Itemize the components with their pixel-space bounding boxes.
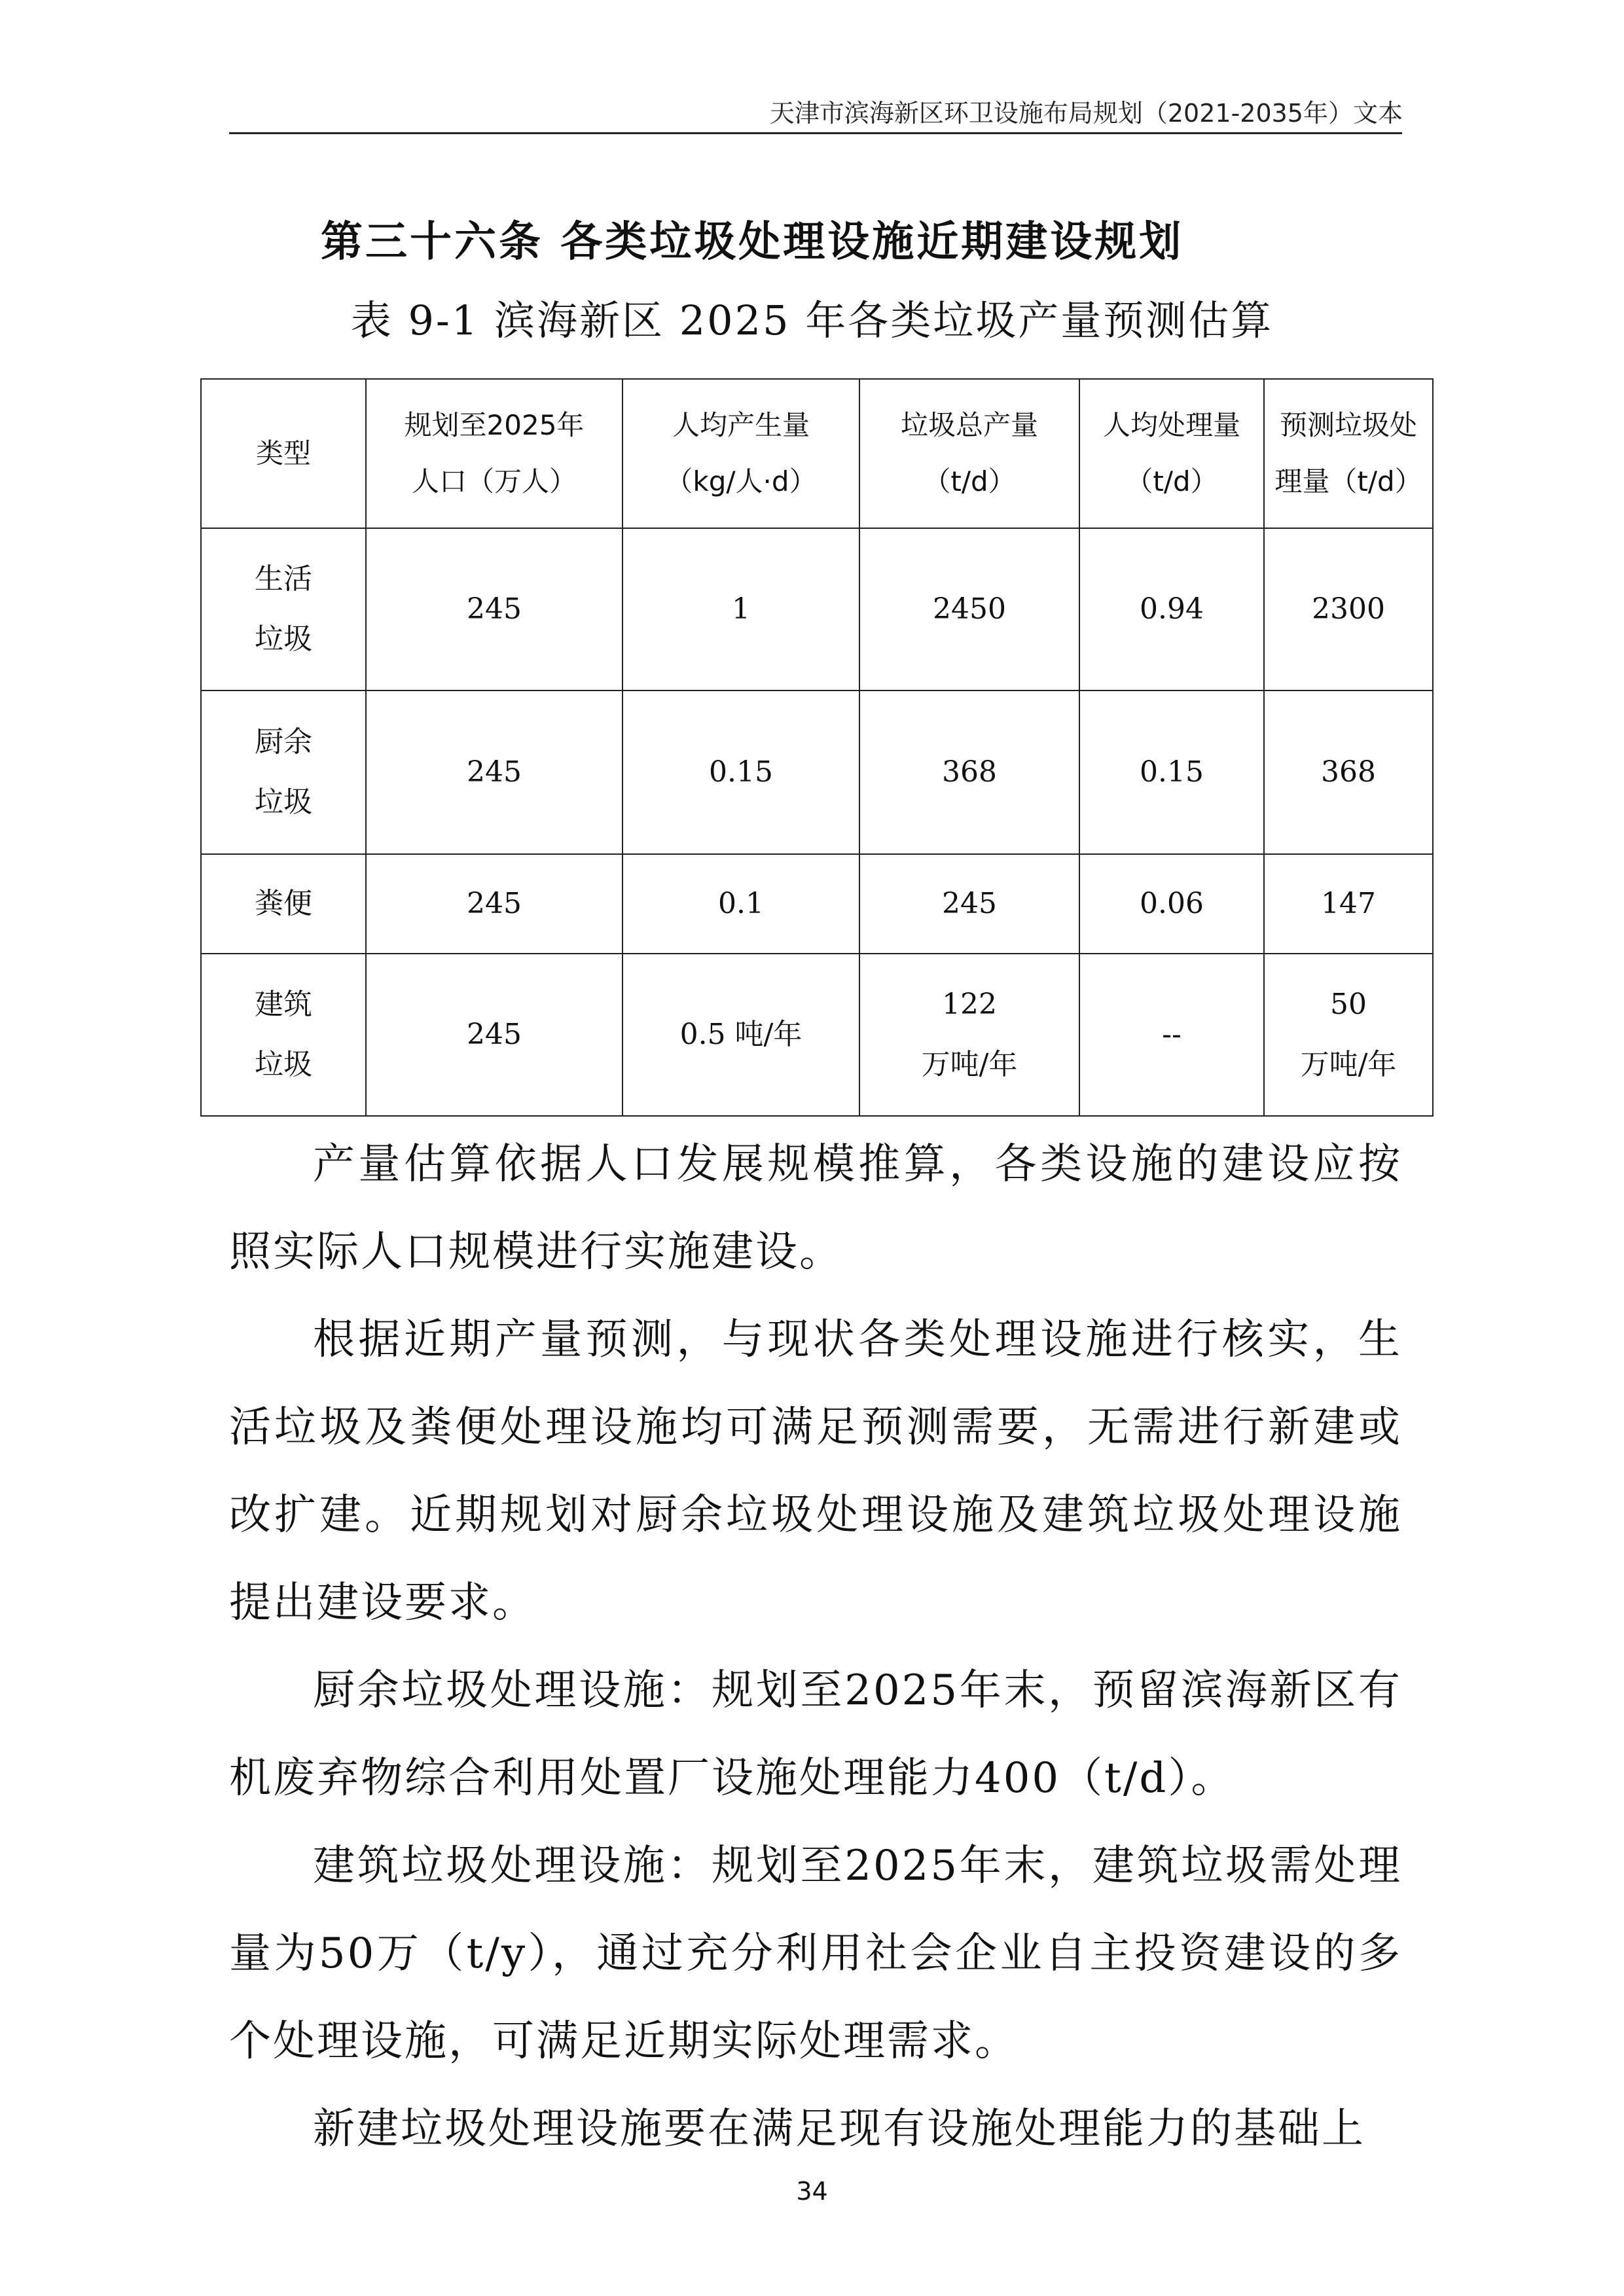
cell-forecast: 368 — [1264, 691, 1433, 854]
header-per-capita-treated: 人均处理量 （t/d） — [1079, 379, 1264, 528]
cell-per-capita: 0.5 吨/年 — [623, 954, 859, 1116]
cell-population: 245 — [366, 691, 623, 854]
cell-population: 245 — [366, 528, 623, 691]
cell-forecast: 2300 — [1264, 528, 1433, 691]
cell-total: 245 — [859, 854, 1079, 954]
article-title: 第三十六条 各类垃圾处理设施近期建设规划 — [321, 217, 1184, 266]
header-per-capita: 人均产生量 （kg/人·d） — [623, 379, 859, 528]
cell-per-capita-treated: 0.94 — [1079, 528, 1264, 691]
cell-total: 2450 — [859, 528, 1079, 691]
cell-population: 245 — [366, 954, 623, 1116]
table-caption: 表 9-1 滨海新区 2025 年各类垃圾产量预测估算 — [350, 296, 1274, 344]
cell-per-capita-treated: 0.06 — [1079, 854, 1264, 954]
paragraph: 厨余垃圾处理设施：规划至2025年末，预留滨海新区有机废弃物综合利用处置厂设施处理能力400（t/d）。 — [229, 1666, 1402, 1803]
table-row — [201, 954, 1433, 1116]
table-row — [201, 854, 1433, 954]
cell-per-capita: 1 — [623, 528, 859, 691]
table-row — [201, 691, 1433, 854]
garbage-forecast-table — [200, 378, 1434, 1117]
cell-total: 122 万吨/年 — [859, 954, 1079, 1116]
cell-forecast: 147 — [1264, 854, 1433, 954]
cell-type: 厨余 垃圾 — [201, 691, 366, 854]
document-header: 天津市滨海新区环卫设施布局规划（2021-2035年）文本 — [769, 99, 1403, 128]
cell-per-capita: 0.15 — [623, 691, 859, 854]
cell-forecast: 50 万吨/年 — [1264, 954, 1433, 1116]
cell-type: 粪便 — [201, 854, 366, 954]
cell-per-capita: 0.1 — [623, 854, 859, 954]
cell-population: 245 — [366, 854, 623, 954]
table-header-row — [201, 379, 1433, 528]
cell-type: 建筑 垃圾 — [201, 954, 366, 1116]
header-divider — [229, 132, 1402, 134]
cell-total: 368 — [859, 691, 1079, 854]
cell-per-capita-treated: 0.15 — [1079, 691, 1264, 854]
header-total: 垃圾总产量 （t/d） — [859, 379, 1079, 528]
header-type: 类型 — [201, 379, 366, 528]
page-number: 34 — [796, 2177, 828, 2206]
paragraph: 根据近期产量预测，与现状各类处理设施进行核实，生活垃圾及粪便处理设施均可满足预测需要，无需进行新建或改扩建。近期规划对厨余垃圾处理设施及建筑垃圾处理设施提出建设要求。 — [229, 1316, 1402, 1627]
cell-type: 生活 垃圾 — [201, 528, 366, 691]
header-forecast: 预测垃圾处 理量（t/d） — [1264, 379, 1433, 528]
paragraph: 新建垃圾处理设施要在满足现有设施处理能力的基础上 — [313, 2105, 1365, 2153]
paragraph: 建筑垃圾处理设施：规划至2025年末，建筑垃圾需处理量为50万（t/y），通过充分利用社会企业自主投资建设的多个处理设施，可满足近期实际处理需求。 — [229, 1842, 1402, 2066]
body-text — [229, 1121, 1402, 2173]
header-population: 规划至2025年 人口（万人） — [366, 379, 623, 528]
paragraph: 产量估算依据人口发展规模推算，各类设施的建设应按照实际人口规模进行实施建设。 — [229, 1140, 1402, 1276]
cell-per-capita-treated: -- — [1079, 954, 1264, 1116]
table-row — [201, 528, 1433, 691]
